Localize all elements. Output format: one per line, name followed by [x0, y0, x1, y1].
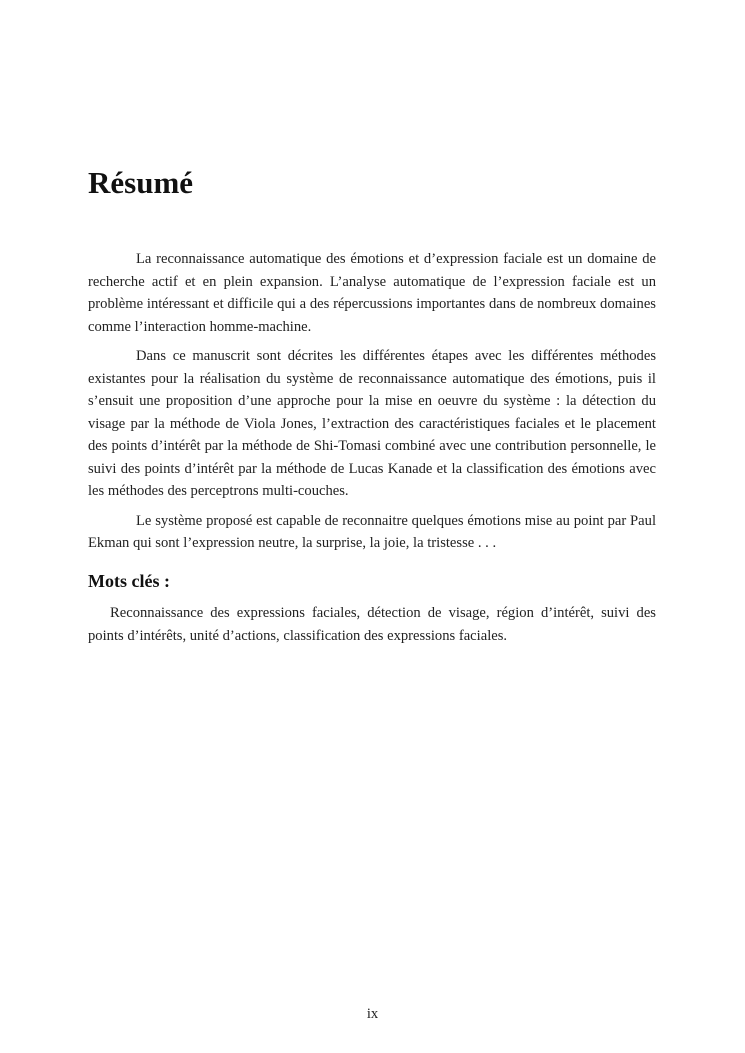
abstract-paragraph-3: Le système proposé est capable de reconnaitre quelques émotions mise au point par Paul Ekman qui sont l’expression neutre, la surprise, la joie, la tristesse . . . [88, 512, 656, 551]
abstract-paragraph-2: Dans ce manuscrit sont décrites les différentes étapes avec les différentes méthodes existantes pour la réalisation du système de reconnaissance automatique des émotions, puis il s’ensuit une proposition d’une approche pour la mise en oeuvre du système : la détection du visage par la méthode de Viola Jones, l’extraction des caractéristiques faciales et le placement des points d’intérêt par la méthode de Shi-Tomasi combiné avec une contribution personnelle, le suivi des points d’intérêt par la méthode de Lucas Kanade et la classification des émotions avec les méthodes des perceptrons multi-couches. [88, 348, 656, 499]
keywords-heading: Mots clés : [88, 571, 170, 591]
abstract-body [88, 248, 656, 562]
abstract-paragraph-1: La reconnaissance automatique des émotions et d’expression faciale est un domaine de recherche actif et en plein expansion. L’analyse automatique de l’expression faciale est un problème intéressant et difficile qui a des répercussions importantes dans de nombreux domaines comme l’interaction homme-machine. [88, 251, 656, 335]
page-title: Résumé [88, 165, 194, 200]
page-number: ix [366, 1006, 379, 1022]
keywords-text: Reconnaissance des expressions faciales, détection de visage, région d’intérêt, suivi des points d’intérêts, unité d’actions, classification des expressions faciales. [88, 605, 656, 644]
